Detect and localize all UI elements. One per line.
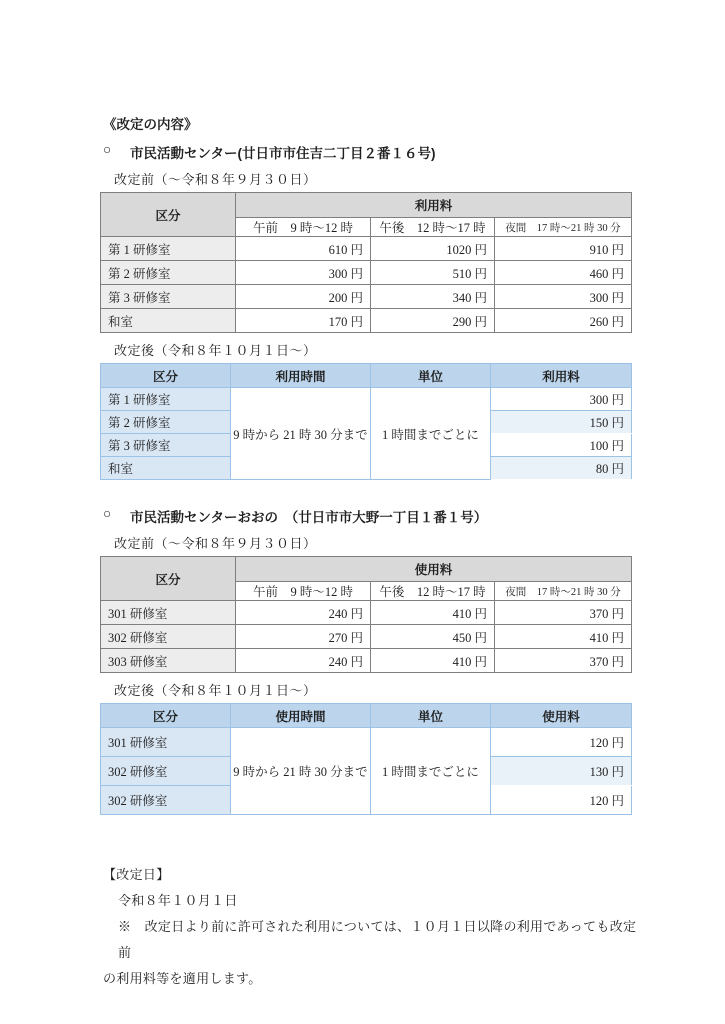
table-row	[101, 285, 632, 309]
usage-time-header-cell: 利用時間	[231, 364, 371, 388]
room-label: 第 2 研修室	[101, 411, 231, 434]
fee-value: 240 円	[236, 601, 371, 625]
room-label: 第 1 研修室	[101, 388, 231, 411]
table-row	[101, 388, 632, 411]
fee-header-cell: 利用料	[236, 193, 632, 218]
table-row	[101, 625, 632, 649]
section-heading-text: 市民活動センター(廿日市市住吉二丁目２番１６号)	[130, 146, 436, 161]
room-label: 301 研修室	[101, 601, 236, 625]
section-oono-center	[100, 506, 640, 815]
room-label: 302 研修室	[101, 757, 231, 786]
room-label: 302 研修室	[101, 625, 236, 649]
unit-cell: 1 時間までごとに	[371, 728, 491, 815]
after-caption: 改定後（令和８年１０月１日～）	[114, 683, 317, 698]
timeslot-evening-header: 夜間 17 時～21 時 30 分	[495, 582, 632, 601]
category-header-cell: 区分	[101, 193, 236, 237]
fee-value: 200 円	[236, 285, 371, 309]
fee-value: 370 円	[495, 601, 632, 625]
room-label: 302 研修室	[101, 786, 231, 815]
fee-value: 410 円	[371, 649, 495, 673]
fee-header-cell: 利用料	[491, 364, 632, 388]
category-header-cell: 区分	[101, 364, 231, 388]
table-row	[101, 601, 632, 625]
room-label: 第 3 研修室	[101, 285, 236, 309]
room-label: 和室	[101, 309, 236, 333]
category-header-cell: 区分	[101, 557, 236, 601]
usage-time-cell: 9 時から 21 時 30 分まで	[231, 728, 371, 815]
fee-value: 1020 円	[371, 237, 495, 261]
fee-value: 910 円	[495, 237, 632, 261]
usage-time-header-cell: 使用時間	[231, 704, 371, 728]
circle-bullet-icon: ○	[103, 506, 112, 521]
room-label: 303 研修室	[101, 649, 236, 673]
after-caption: 改定後（令和８年１０月１日～）	[114, 343, 317, 358]
fee-header-cell: 使用料	[236, 557, 632, 582]
fee-table-before	[100, 192, 632, 333]
fee-header-cell: 使用料	[491, 704, 632, 728]
fee-value: 270 円	[236, 625, 371, 649]
table-row	[101, 649, 632, 673]
timeslot-morning-header: 午前 9 時～12 時	[236, 218, 371, 237]
before-caption: 改定前（～令和８年９月３０日）	[114, 172, 317, 187]
before-caption: 改定前（～令和８年９月３０日）	[114, 536, 317, 551]
revision-date-heading: 【改定日】	[103, 867, 170, 882]
fee-value: 120 円	[491, 728, 632, 757]
timeslot-evening-header: 夜間 17 時～21 時 30 分	[495, 218, 632, 237]
revision-date: 令和８年１０月１日	[118, 893, 238, 908]
note-line-2: の利用料等を適用します。	[103, 971, 262, 986]
table-row	[101, 309, 632, 333]
fee-value: 370 円	[495, 649, 632, 673]
timeslot-afternoon-header: 午後 12 時～17 時	[371, 218, 495, 237]
circle-bullet-icon: ○	[103, 142, 112, 157]
fee-value: 450 円	[371, 625, 495, 649]
fee-value: 170 円	[236, 309, 371, 333]
section-heading	[103, 506, 640, 526]
category-header-cell: 区分	[101, 704, 231, 728]
fee-value: 260 円	[495, 309, 632, 333]
fee-value: 510 円	[371, 261, 495, 285]
fee-value: 610 円	[236, 237, 371, 261]
fee-table-after	[100, 363, 632, 480]
fee-value: 240 円	[236, 649, 371, 673]
fee-value: 130 円	[491, 757, 632, 786]
timeslot-morning-header: 午前 9 時～12 時	[236, 582, 371, 601]
fee-value: 410 円	[495, 625, 632, 649]
unit-header-cell: 単位	[371, 704, 491, 728]
usage-time-cell: 9 時から 21 時 30 分まで	[231, 388, 371, 480]
fee-value: 100 円	[491, 434, 632, 457]
fee-table-before	[100, 556, 632, 673]
room-label: 和室	[101, 457, 231, 480]
fee-value: 80 円	[491, 457, 632, 480]
room-label: 第 1 研修室	[101, 237, 236, 261]
room-label: 第 2 研修室	[101, 261, 236, 285]
room-label: 第 3 研修室	[101, 434, 231, 457]
table-row	[101, 261, 632, 285]
fee-table-after	[100, 703, 632, 815]
fee-value: 290 円	[371, 309, 495, 333]
fee-value: 410 円	[371, 601, 495, 625]
fee-value: 120 円	[491, 786, 632, 815]
note-line-1: ※ 改定日より前に許可された利用については、１０月１日以降の利用であっても改定前	[118, 919, 637, 960]
section-sumiyoshi-center	[100, 142, 640, 480]
unit-header-cell: 単位	[371, 364, 491, 388]
section-heading	[103, 142, 640, 162]
revision-date-block	[103, 862, 640, 992]
fee-value: 300 円	[495, 285, 632, 309]
fee-value: 300 円	[491, 388, 632, 411]
timeslot-afternoon-header: 午後 12 時～17 時	[371, 582, 495, 601]
table-row	[101, 728, 632, 757]
document-title: 《改定の内容》	[103, 117, 198, 132]
room-label: 301 研修室	[101, 728, 231, 757]
table-row	[101, 237, 632, 261]
fee-value: 460 円	[495, 261, 632, 285]
fee-value: 340 円	[371, 285, 495, 309]
fee-value: 300 円	[236, 261, 371, 285]
fee-value: 150 円	[491, 411, 632, 434]
section-heading-text: 市民活動センターおおの （廿日市市大野一丁目１番１号）	[130, 510, 488, 525]
unit-cell: 1 時間までごとに	[371, 388, 491, 480]
